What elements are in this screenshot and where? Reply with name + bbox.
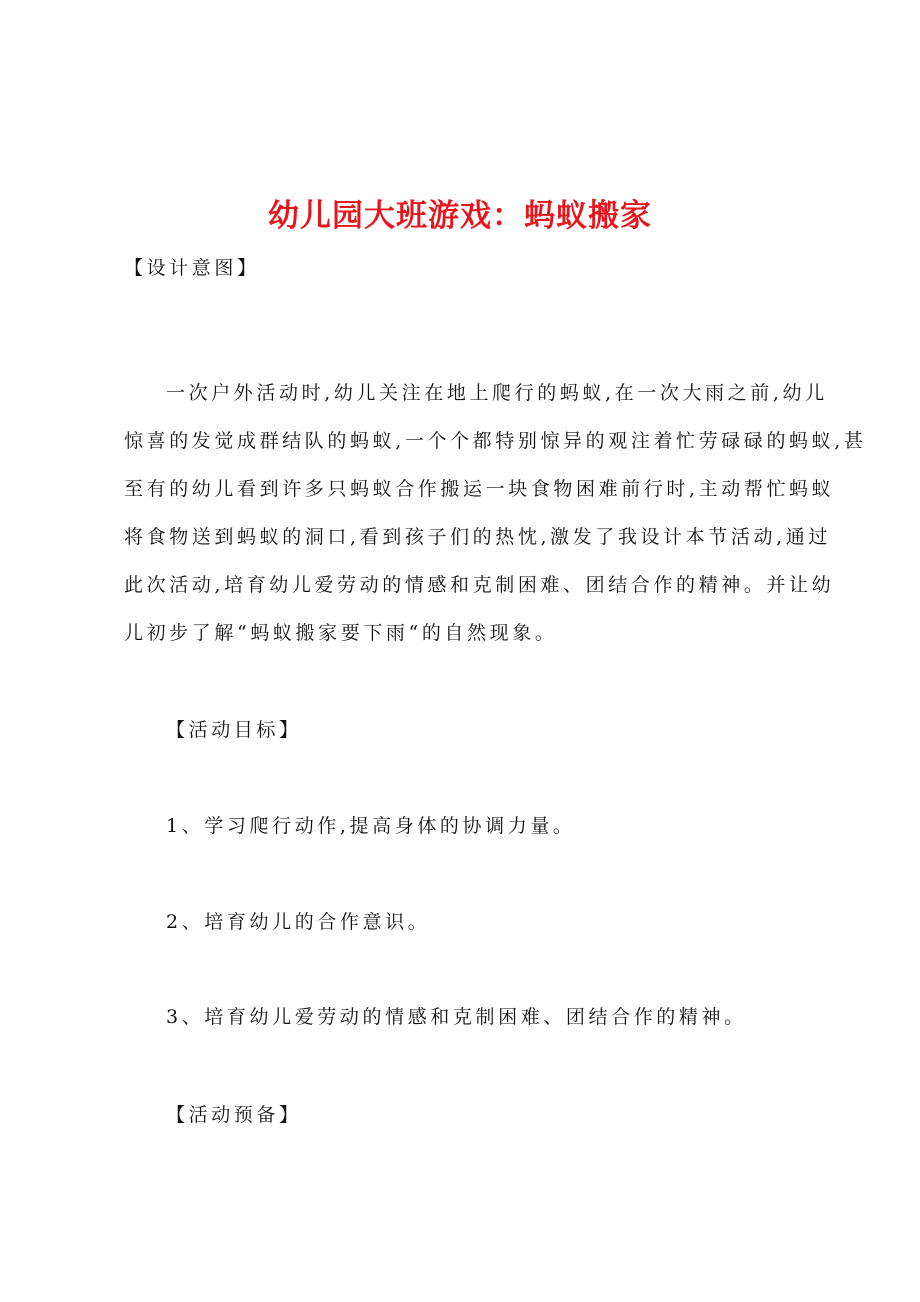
document-title: 幼儿园大班游戏：蚂蚁搬家 xyxy=(268,198,652,234)
section-heading-preparation: 【活动预备】 xyxy=(166,1104,302,1126)
goal-item: 3、培育幼儿爱劳动的情感和克制困难、团结合作的精神。 xyxy=(166,1006,747,1028)
paragraph-line: 一次户外活动时,幼儿关注在地上爬行的蚂蚁,在一次大雨之前,幼儿 xyxy=(166,382,828,404)
goal-item: 1、学习爬行动作,提高身体的协调力量。 xyxy=(166,815,576,837)
goal-item: 2、培育幼儿的合作意识。 xyxy=(166,911,431,933)
paragraph-line: 至有的幼儿看到许多只蚂蚁合作搬运一块食物困难前行时,主动帮忙蚂蚁 xyxy=(124,478,835,500)
paragraph-line: 儿初步了解“蚂蚁搬家要下雨“的自然现象。 xyxy=(124,622,558,644)
section-heading-goals: 【活动目标】 xyxy=(166,719,302,741)
paragraph-line: 惊喜的发觉成群结队的蚂蚁,一个个都特别惊异的观注着忙劳碌碌的蚂蚁,甚 xyxy=(124,430,867,452)
paragraph-line: 将食物送到蚂蚁的洞口,看到孩子们的热忱,激发了我设计本节活动,通过 xyxy=(124,526,831,548)
section-heading-design: 【设计意图】 xyxy=(124,257,260,279)
paragraph-line: 此次活动,培育幼儿爱劳动的情感和克制困难、团结合作的精神。并让幼 xyxy=(124,574,835,596)
